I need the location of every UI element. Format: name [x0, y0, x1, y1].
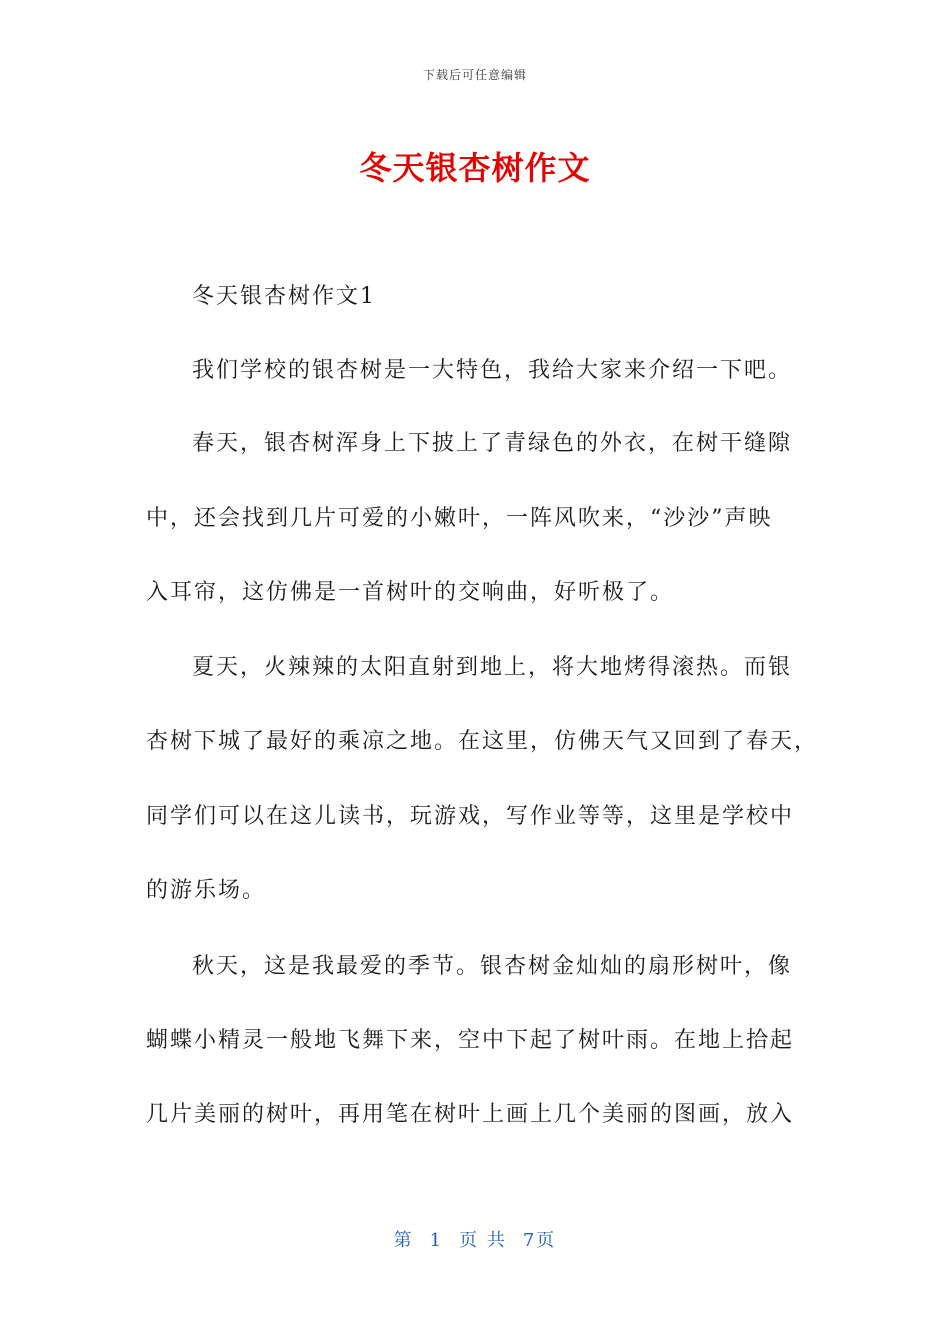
paragraph-line: 几片美丽的树叶，再用笔在树叶上画上几个美丽的图画，放入 — [146, 1102, 795, 1127]
section-heading: 冬天银杏树作文1 — [192, 284, 376, 309]
footer-label-of: 页 共 — [459, 1230, 507, 1251]
paragraph-line: 的游乐场。 — [146, 878, 267, 903]
paragraph-line: 杏树下城了最好的乘凉之地。在这里，仿佛天气又回到了春天， — [146, 729, 819, 754]
paragraph-line: 入耳帘，这仿佛是一首树叶的交响曲，好听极了。 — [146, 580, 675, 605]
page-header: 下载后可任意编辑 — [422, 68, 527, 82]
document-title: 冬天银杏树作文 — [359, 149, 591, 187]
paragraph-line: 夏天，火辣辣的太阳直射到地上，将大地烤得滚热。而银 — [192, 655, 793, 680]
paragraph-line: 春天，银杏树浑身上下披上了青绿色的外衣，在树干缝隙 — [192, 431, 793, 456]
footer-current-page: 1 — [429, 1230, 444, 1251]
paragraph-line: 蝴蝶小精灵一般地飞舞下来，空中下起了树叶雨。在地上拾起 — [146, 1028, 795, 1053]
paragraph-line: 我们学校的银杏树是一大特色，我给大家来介绍一下吧。 — [192, 358, 793, 383]
paragraph-line: 秋天，这是我最爱的季节。银杏树金灿灿的扇形树叶，像 — [192, 954, 793, 979]
paragraph-line: 中，还会找到几片可爱的小嫩叶，一阵风吹来，“沙沙”声映 — [146, 506, 773, 531]
page-footer — [0, 1226, 950, 1252]
footer-total-pages: 7页 — [522, 1230, 557, 1251]
paragraph-line: 同学们可以在这儿读书，玩游戏，写作业等等，这里是学校中 — [146, 804, 795, 829]
footer-label-page: 第 — [393, 1230, 414, 1251]
